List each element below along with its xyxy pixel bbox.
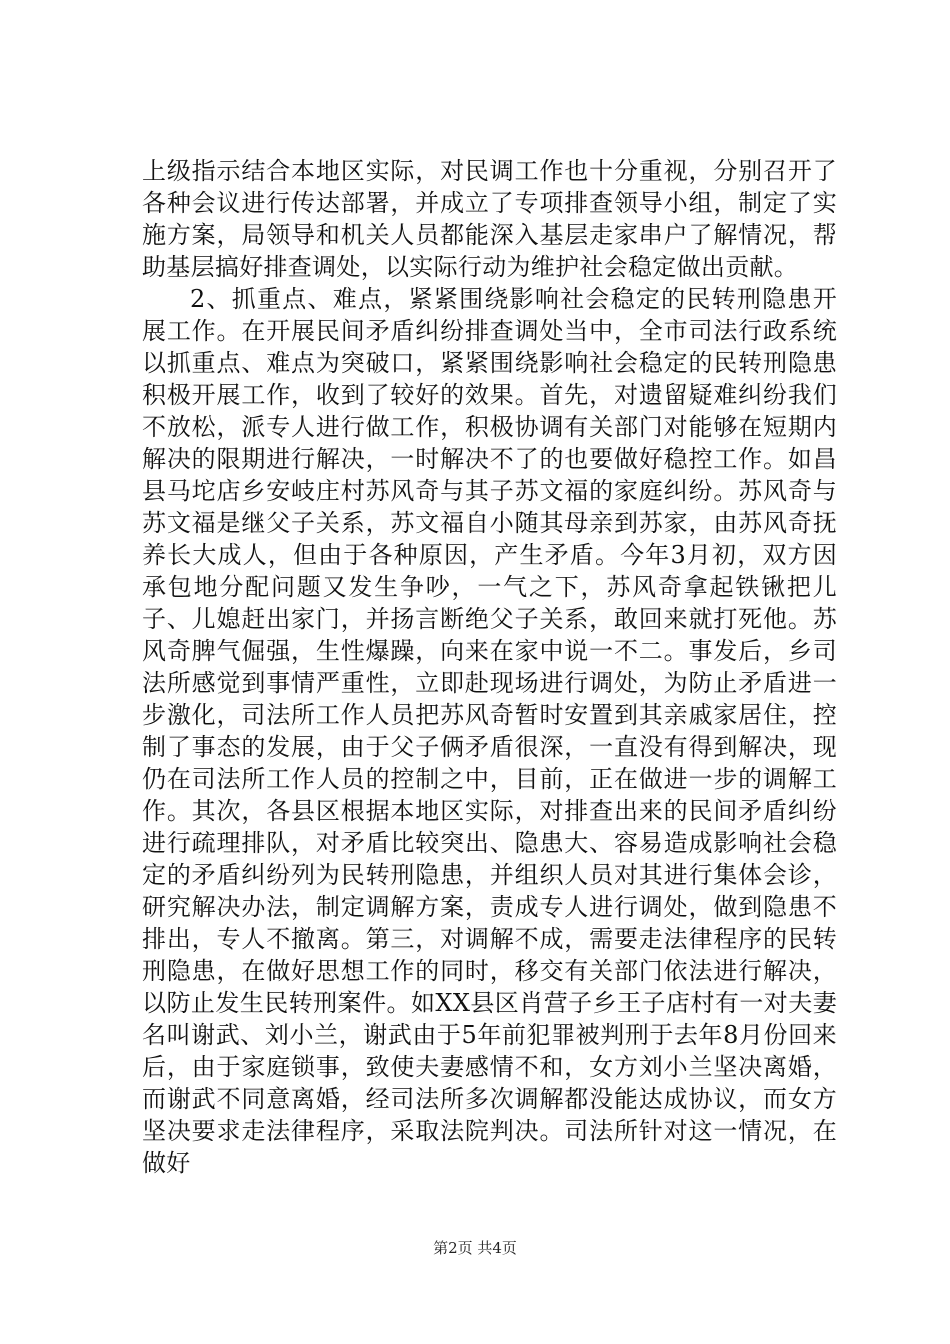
page-number: 第2页 共4页 — [433, 1239, 517, 1257]
paragraph-1: 上级指示结合本地区实际，对民调工作也十分重视，分别召开了各种会议进行传达部署，并成立了专项排查领导小组，制定了实施方案，局领导和机关人员都能深入基层走家串户了解情况，帮助基层搞好排查调处，以实际行动为维护社会稳定做出贡献。 — [142, 157, 837, 281]
document-body — [142, 155, 837, 1179]
paragraph-2: 2、抓重点、难点，紧紧围绕影响社会稳定的民转刑隐患开展工作。在开展民间矛盾纠纷排查调处当中，全市司法行政系统以抓重点、难点为突破口，紧紧围绕影响社会稳定的民转刑隐患积极开展工作，收到了较好的效果。首先，对遗留疑难纠纷我们不放松，派专人进行做工作，积极协调有关部门对能够在短期内解决的限期进行解决，一时解决不了的也要做好稳控工作。如昌县马坨店乡安岐庄村苏风奇与其子苏文福的家庭纠纷。苏风奇与苏文福是继父子关系，苏文福自小随其母亲到苏家，由苏风奇抚养长大成人，但由于各种原因，产生矛盾。今年3月初，双方因承包地分配问题又发生争吵，一气之下，苏风奇拿起铁锹把儿子、儿媳赶出家门，并扬言断绝父子关系，敢回来就打死他。苏风奇脾气倔强，生性爆躁，向来在家中说一不二。事发后，乡司法所感觉到事情严重性，立即赴现场进行调处，为防止矛盾进一步激化，司法所工作人员把苏风奇暂时安置到其亲戚家居住，控制了事态的发展，由于父子俩矛盾很深，一直没有得到解决，现仍在司法所工作人员的控制之中，目前，正在做进一步的调解工作。其次，各县区根据本地区实际，对排查出来的民间矛盾纠纷进行疏理排队，对矛盾比较突出、隐患大、容易造成影响社会稳定的矛盾纠纷列为民转刑隐患，并组织人员对其进行集体会诊，研究解决办法，制定调解方案，责成专人进行调处，做到隐患不排出，专人不撤离。第三，对调解不成，需要走法律程序的民转刑隐患，在做好思想工作的同时，移交有关部门依法进行解决，以防止发生民转刑案件。如XX县区肖营子乡王子店村有一对夫妻名叫谢武、刘小兰，谢武由于5年前犯罪被判刑于去年8月份回来后，由于家庭锁事，致使夫妻感情不和，女方刘小兰坚决离婚，而谢武不同意离婚，经司法所多次调解都没能达成协议，而女方坚决要求走法律程序，采取法院判决。司法所针对这一情况，在做好 — [142, 285, 837, 1177]
page-footer — [0, 1238, 950, 1258]
